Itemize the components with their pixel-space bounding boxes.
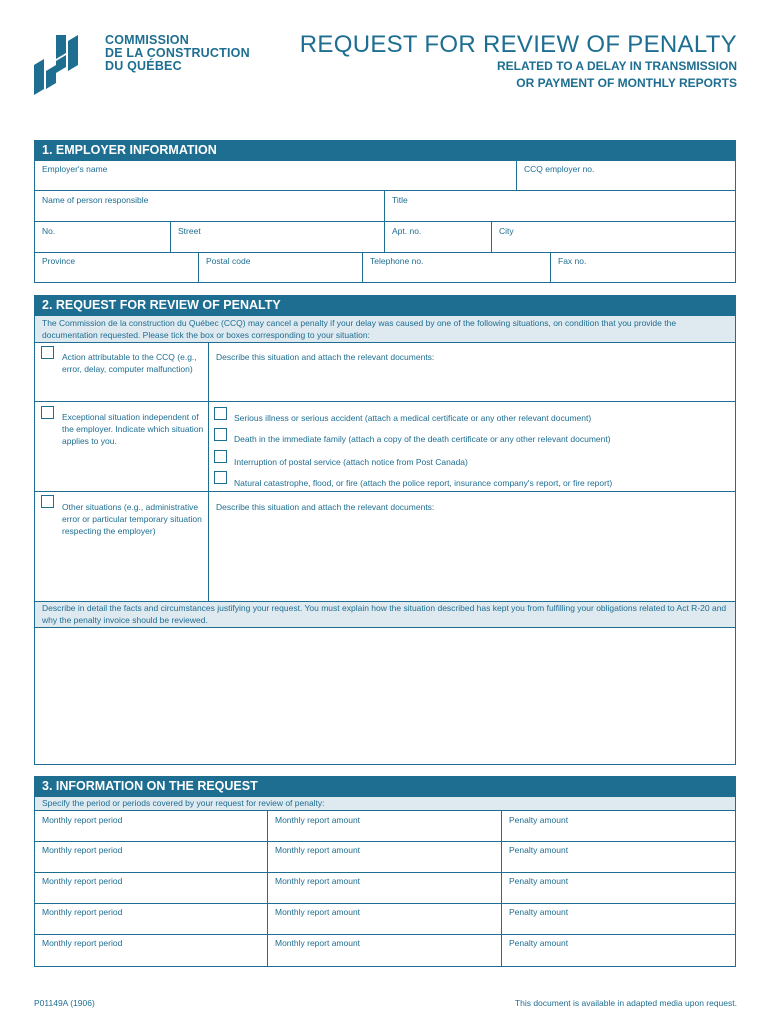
postal-code-field[interactable]: Postal code bbox=[206, 256, 251, 266]
penalty-field-5[interactable]: Penalty amount bbox=[509, 938, 569, 948]
section-3-intro: Specify the period or periods covered by your request for review of penalty: bbox=[42, 798, 325, 808]
period-field-3[interactable]: Monthly report period bbox=[42, 876, 123, 886]
ccq-employer-no-field[interactable]: CCQ employer no. bbox=[524, 164, 595, 174]
penalty-field-3[interactable]: Penalty amount bbox=[509, 876, 569, 886]
divider bbox=[34, 221, 736, 222]
divider bbox=[384, 190, 385, 221]
org-line-2: DE LA CONSTRUCTION bbox=[105, 46, 250, 60]
divider bbox=[362, 252, 363, 283]
period-field-2[interactable]: Monthly report period bbox=[42, 845, 123, 855]
divider bbox=[34, 903, 736, 904]
divider bbox=[208, 342, 209, 601]
divider bbox=[34, 627, 736, 628]
employer-name-field[interactable]: Employer's name bbox=[42, 164, 108, 174]
adapted-media-note: This document is available in adapted media upon request. bbox=[514, 998, 737, 1008]
details-instructions: Describe in detail the facts and circumstances justifying your request. You must explain how the situation described has kept you from fulfilling your obligations related to Act R-20 and why the penalty invoice should be reviewed. bbox=[42, 603, 727, 625]
divider bbox=[384, 221, 385, 252]
title-field[interactable]: Title bbox=[392, 195, 408, 205]
postal-interruption-checkbox[interactable] bbox=[214, 450, 227, 463]
illness-label: Serious illness or serious accident (attach a medical certificate or any other relevant document) bbox=[234, 413, 592, 423]
document-subtitle bbox=[497, 58, 737, 92]
natural-catastrophe-checkbox[interactable] bbox=[214, 471, 227, 484]
other-situation-checkbox[interactable] bbox=[41, 495, 54, 508]
section-2-heading: 2. REQUEST FOR REVIEW OF PENALTY bbox=[34, 295, 736, 316]
fax-field[interactable]: Fax no. bbox=[558, 256, 587, 266]
form-code: P01149A (1906) bbox=[34, 998, 95, 1008]
divider bbox=[34, 190, 736, 191]
exceptional-situation-label: Exceptional situation independent of the employer. Indicate which situation applies to you. bbox=[62, 412, 204, 446]
organization-name bbox=[105, 34, 250, 73]
details-text-area[interactable] bbox=[36, 629, 734, 763]
illness-checkbox[interactable] bbox=[214, 407, 227, 420]
other-situation-label: Other situations (e.g., administrative error or particular temporary situation respecting the employer) bbox=[62, 502, 202, 536]
divider bbox=[550, 252, 551, 283]
telephone-field[interactable]: Telephone no. bbox=[370, 256, 424, 266]
divider bbox=[267, 810, 268, 967]
death-checkbox[interactable] bbox=[214, 428, 227, 441]
org-line-1: COMMISSION bbox=[105, 33, 189, 47]
exceptional-situation-checkbox[interactable] bbox=[41, 406, 54, 419]
section-3-heading: 3. INFORMATION ON THE REQUEST bbox=[34, 776, 736, 797]
org-line-3: DU QUÉBEC bbox=[105, 59, 182, 73]
divider bbox=[170, 221, 171, 252]
divider bbox=[34, 342, 736, 343]
amount-field-2[interactable]: Monthly report amount bbox=[275, 845, 361, 855]
ccq-action-label: Action attributable to the CCQ (e.g., error, delay, computer malfunction) bbox=[62, 352, 197, 374]
death-label: Death in the immediate family (attach a copy of the death certificate or any other relevant document) bbox=[234, 434, 611, 444]
amount-field-4[interactable]: Monthly report amount bbox=[275, 907, 361, 917]
ccq-action-checkbox[interactable] bbox=[41, 346, 54, 359]
section-2-intro: The Commission de la construction du Québec (CCQ) may cancel a penalty if your delay was caused by one of the following situations, on condition that you provide the documentation requested. Please tick the box or boxes corresponding to your situation: bbox=[42, 318, 677, 340]
province-field[interactable]: Province bbox=[42, 256, 76, 266]
person-responsible-field[interactable]: Name of person responsible bbox=[42, 195, 149, 205]
section-1-heading: 1. EMPLOYER INFORMATION bbox=[34, 140, 736, 161]
divider bbox=[491, 221, 492, 252]
divider bbox=[34, 252, 736, 253]
street-field[interactable]: Street bbox=[178, 226, 201, 236]
request-info-box bbox=[34, 796, 736, 967]
divider bbox=[34, 934, 736, 935]
city-field[interactable]: City bbox=[499, 226, 514, 236]
subtitle-line-1: RELATED TO A DELAY IN TRANSMISSION bbox=[496, 59, 737, 73]
period-field-5[interactable]: Monthly report period bbox=[42, 938, 123, 948]
amount-field-5[interactable]: Monthly report amount bbox=[275, 938, 361, 948]
subtitle-line-2: OR PAYMENT OF MONTHLY REPORTS bbox=[516, 76, 737, 90]
divider bbox=[501, 810, 502, 967]
penalty-field-2[interactable]: Penalty amount bbox=[509, 845, 569, 855]
street-no-field[interactable]: No. bbox=[42, 226, 56, 236]
apt-no-field[interactable]: Apt. no. bbox=[392, 226, 422, 236]
penalty-field-1[interactable]: Penalty amount bbox=[509, 815, 569, 825]
period-field-4[interactable]: Monthly report period bbox=[42, 907, 123, 917]
divider bbox=[34, 872, 736, 873]
natural-catastrophe-label: Natural catastrophe, flood, or fire (attach the police report, insurance company's report, or fire report) bbox=[234, 478, 613, 488]
divider bbox=[516, 160, 517, 190]
divider bbox=[34, 401, 736, 402]
ccq-logo-icon bbox=[34, 35, 78, 95]
divider bbox=[34, 841, 736, 842]
amount-field-3[interactable]: Monthly report amount bbox=[275, 876, 361, 886]
penalty-field-4[interactable]: Penalty amount bbox=[509, 907, 569, 917]
divider bbox=[34, 491, 736, 492]
ccq-action-describe-field[interactable]: Describe this situation and attach the relevant documents: bbox=[216, 352, 435, 362]
divider bbox=[198, 252, 199, 283]
divider bbox=[34, 810, 736, 811]
postal-interruption-label: Interruption of postal service (attach notice from Post Canada) bbox=[234, 457, 468, 467]
other-situation-describe-field[interactable]: Describe this situation and attach the relevant documents: bbox=[216, 502, 435, 512]
document-title: REQUEST FOR REVIEW OF PENALTY bbox=[299, 31, 737, 58]
period-field-1[interactable]: Monthly report period bbox=[42, 815, 123, 825]
amount-field-1[interactable]: Monthly report amount bbox=[275, 815, 361, 825]
